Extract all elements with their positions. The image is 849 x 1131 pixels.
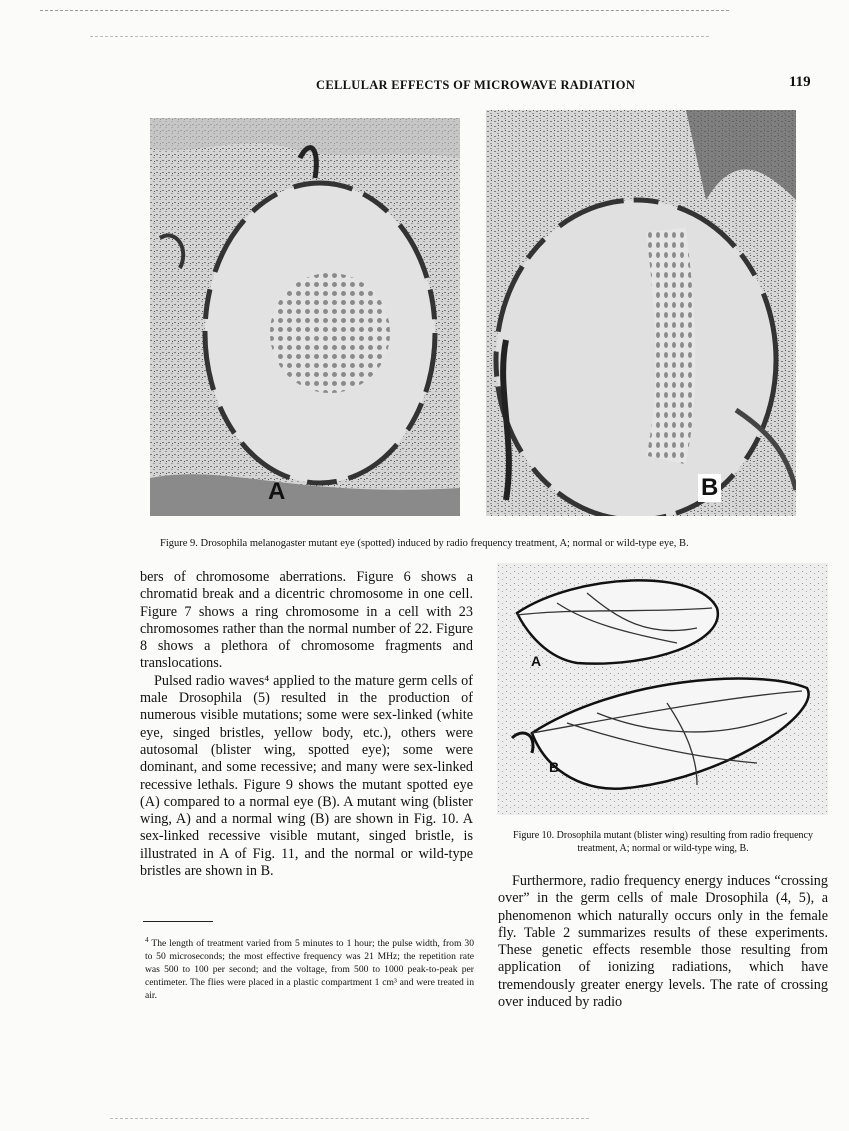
scan-edge-artifact — [90, 36, 709, 37]
body-left-column — [140, 569, 473, 880]
figure9-panel-a-photo — [150, 118, 460, 516]
footnote-marker: 4 — [145, 936, 149, 944]
footnote — [145, 934, 474, 1002]
body-paragraph-3: Furthermore, radio frequency energy induces “crossing over” in the germ cells of male Drosophila (4, 5), a phenomenon which naturally occurs only in the female fly. Table 2 summarizes results of these experiments. These genetic effects resemble those resulting from application of ionizing radiations, which have tremendously greater energy levels. The rate of crossing over induced by radio — [498, 873, 828, 1011]
scan-edge-artifact — [40, 10, 729, 11]
figure9-panel-a-label: A — [268, 478, 286, 505]
page-number: 119 — [789, 74, 811, 90]
running-head: CELLULAR EFFECTS OF MICROWAVE RADIATION — [316, 78, 636, 92]
figure10-panel-b-label: B — [549, 759, 560, 775]
body-paragraph-1: bers of chromosome aberrations. Figure 6 shows a chromatid break and a dicentric chromosome in one cell. Figure 7 shows a ring chromosome in a cell with 23 chromosomes rather than the normal number of 22. Figure 8 shows a plethora of chromosome fragments and translocations. — [140, 569, 473, 672]
figure9-panel-b-label: B — [698, 474, 721, 502]
figure10-panel-a-label: A — [531, 653, 542, 669]
scan-edge-artifact — [110, 1118, 589, 1119]
figure10-caption: Figure 10. Drosophila mutant (blister wing) resulting from radio frequency treatment, A; normal or wild-type wing, B. — [513, 830, 813, 854]
footnote-text: The length of treatment varied from 5 minutes to 1 hour; the pulse width, from 30 to 50 microseconds; the most effective frequency was 21 MHz; the repetition rate was 500 to 100 per second; and the voltage, from 500 to 1000 peak-to-peak per centimeter. The flies were placed in a plastic compartment 1 cm³ and were treated in air. — [145, 938, 475, 1002]
body-paragraph-2: Pulsed radio waves⁴ applied to the mature germ cells of male Drosophila (5) resulted in the production of numerous visible mutations; some were sex-linked (white eye, singed bristles, yellow body, etc.), others were autosomal (blister wing, spotted eye); some were dominant, and some recessive; and many were sex-linked recessive lethals. Figure 9 shows the mutant spotted eye (A) compared to a normal eye (B). A mutant wing (blister wing, A) and a normal wing (B) are shown in Fig. 10. A sex-linked recessive visible mutant, singed bristle, is illustrated in A of Fig. 11, and the normal or wild-type bristles are shown in B. — [140, 672, 473, 880]
figure9-caption: Figure 9. Drosophila melanogaster mutant eye (spotted) induced by radio frequency treatment, A; normal or wild-type eye, B. — [160, 538, 689, 549]
figure10-photo — [497, 563, 828, 815]
body-right-column — [498, 873, 828, 1011]
figure9-panel-b-photo — [486, 110, 796, 516]
footnote-rule — [143, 921, 213, 922]
